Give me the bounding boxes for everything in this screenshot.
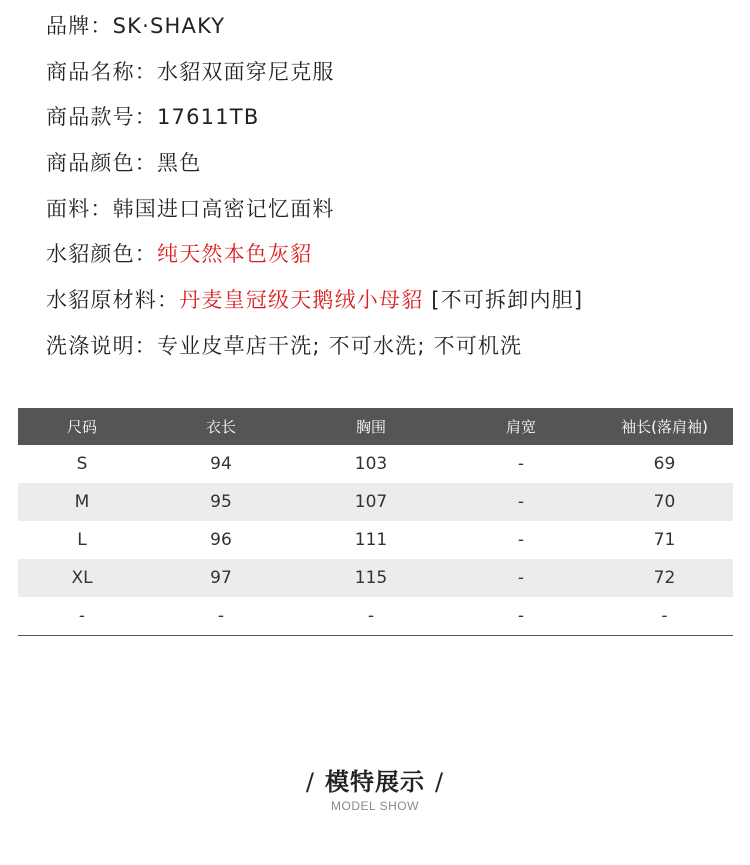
info-row-care	[46, 326, 736, 372]
product-info	[46, 6, 736, 372]
header-shoulder: 肩宽	[446, 408, 596, 445]
info-label: 商品款号：	[46, 105, 157, 130]
table-cell: 70	[596, 483, 733, 521]
info-value: 黑色	[157, 151, 202, 176]
info-value: 17611TB	[157, 105, 260, 130]
table-cell: M	[18, 483, 146, 521]
table-cell: 107	[296, 483, 446, 521]
table-row	[18, 521, 733, 559]
table-cell: 72	[596, 559, 733, 597]
table-cell: 71	[653, 530, 676, 550]
table-cell: L	[77, 530, 87, 550]
info-value: 韩国进口高密记忆面料	[112, 196, 335, 221]
table-cell: -	[517, 530, 525, 550]
info-label: 洗涤说明：	[46, 333, 157, 358]
info-label: 商品名称：	[46, 59, 157, 84]
title-slash-right: /	[435, 768, 445, 796]
title-slash-left: /	[305, 768, 315, 796]
table-cell: 69	[653, 454, 676, 474]
table-cell: -	[296, 597, 446, 635]
table-cell: XL	[18, 559, 146, 597]
info-row-product-name	[46, 52, 736, 98]
section-title-text: 模特展示	[325, 768, 425, 796]
section-subtitle: MODEL SHOW	[331, 799, 419, 813]
info-value-text: 丹麦皇冠级天鹅绒小母貂	[179, 288, 424, 313]
info-label: 水貂颜色：	[46, 242, 157, 267]
table-cell: 95	[146, 483, 296, 521]
table-cell: -	[596, 597, 733, 635]
section-title	[0, 762, 750, 797]
table-row	[18, 597, 733, 635]
table-cell: S	[76, 454, 88, 474]
info-label: 商品颜色：	[46, 151, 157, 176]
size-chart-table	[18, 408, 733, 636]
info-row-fabric	[46, 189, 736, 235]
header-sleeve: 袖长(落肩袖)	[596, 408, 733, 445]
table-cell: 96	[210, 530, 232, 550]
table-cell: 97	[146, 559, 296, 597]
info-value: 水貂双面穿尼克服	[157, 59, 335, 84]
table-cell: -	[446, 597, 596, 635]
table-cell: 103	[354, 454, 388, 474]
info-value: 专业皮草店干洗; 不可水洗; 不可机洗	[157, 333, 523, 358]
info-value-note: [不可拆卸内胆]	[423, 288, 584, 313]
table-cell: 115	[296, 559, 446, 597]
info-label: 水貂原材料：	[46, 288, 180, 313]
table-cell: -	[446, 559, 596, 597]
info-value-highlight: 纯天然本色灰貂	[157, 242, 313, 267]
info-row-mink-material	[46, 280, 736, 326]
info-label: 面料：	[46, 196, 113, 221]
table-cell: -	[146, 597, 296, 635]
info-value-highlight	[179, 288, 583, 312]
table-cell: -	[517, 454, 525, 474]
table-header-row	[18, 408, 733, 445]
table-cell: 94	[210, 454, 232, 474]
info-row-brand	[46, 6, 736, 52]
header-size: 尺码	[18, 408, 146, 445]
header-length: 衣长	[146, 408, 296, 445]
table-row	[18, 483, 733, 521]
info-row-style-number	[46, 97, 736, 143]
table-cell: 111	[354, 530, 388, 550]
header-chest: 胸围	[296, 408, 446, 445]
table-cell: -	[446, 483, 596, 521]
info-label: 品牌：	[46, 14, 113, 38]
table-row	[18, 559, 733, 597]
table-cell: -	[18, 597, 146, 635]
info-row-color	[46, 143, 736, 189]
table-row	[18, 445, 733, 483]
info-row-mink-color	[46, 234, 736, 280]
info-value: SK·SHAKY	[112, 14, 226, 38]
